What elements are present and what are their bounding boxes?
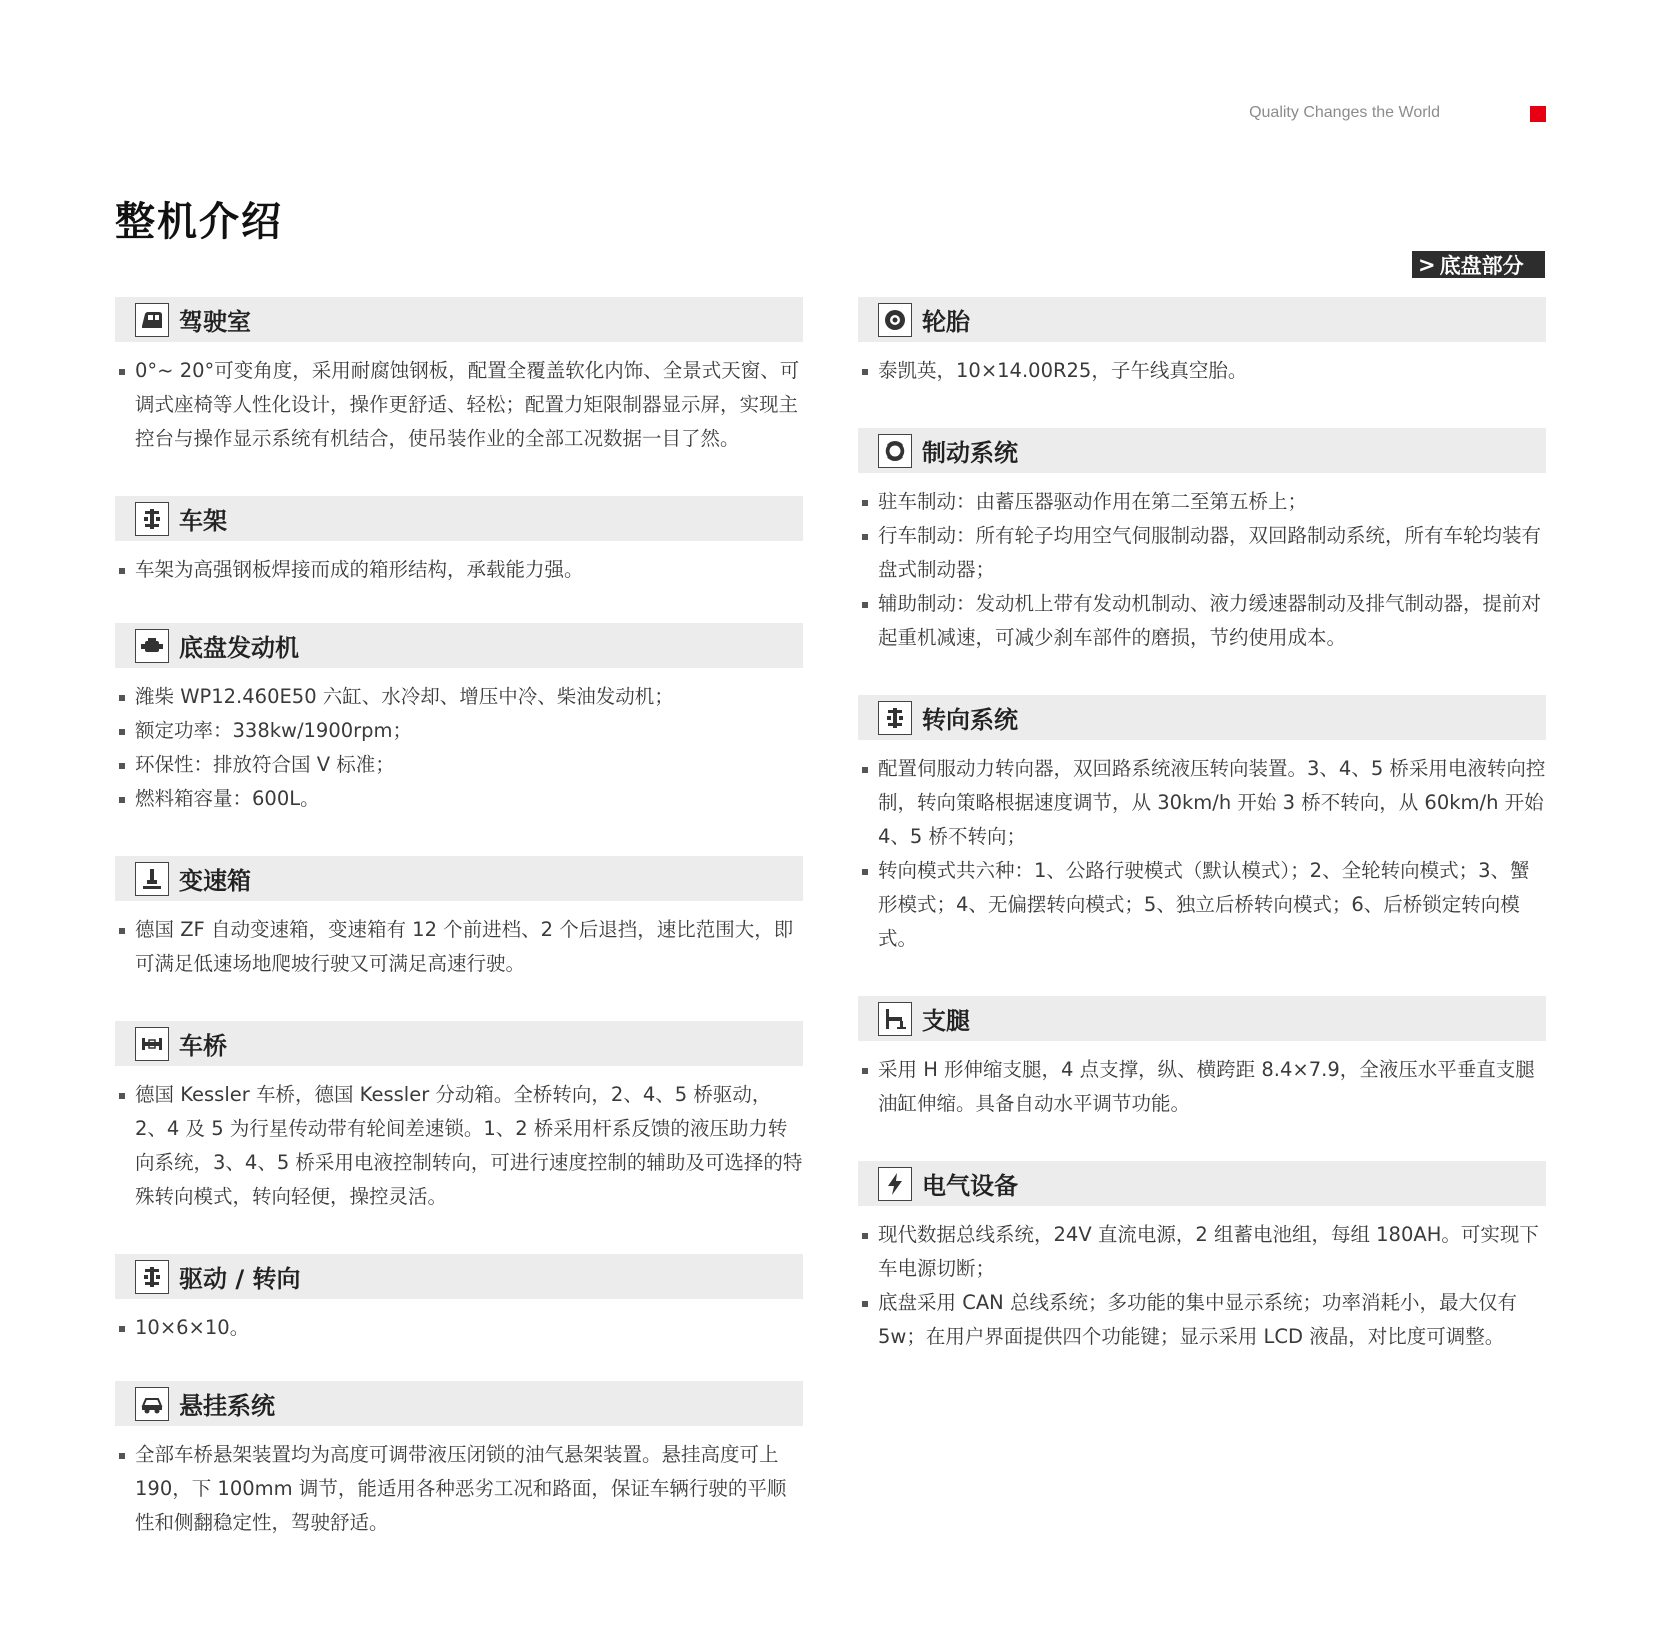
spec-block-header bbox=[858, 695, 1546, 740]
spec-item: 全部车桥悬架装置均为高度可调带液压闭锁的油气悬架装置。悬挂高度可上 190，下 100mm 调节，能适用各种恶劣工况和路面，保证车辆行驶的平顺性和侧翻稳定性，驾驶舒适。 bbox=[115, 1438, 803, 1540]
gearbox-icon bbox=[135, 862, 169, 896]
tagline: Quality Changes the World bbox=[1249, 104, 1440, 121]
spec-block-body bbox=[115, 1299, 803, 1345]
spec-block-header bbox=[115, 297, 803, 342]
spec-block bbox=[115, 1021, 803, 1214]
spec-block-body bbox=[858, 342, 1546, 388]
spec-block-header bbox=[858, 428, 1546, 473]
spec-block-body bbox=[858, 740, 1546, 956]
spec-block-body bbox=[115, 1426, 803, 1540]
spec-block-body bbox=[115, 1066, 803, 1214]
suspension-icon bbox=[135, 1387, 169, 1421]
spec-block bbox=[858, 428, 1546, 655]
spec-item: 燃料箱容量：600L。 bbox=[115, 782, 803, 816]
section-label bbox=[1412, 251, 1545, 278]
spec-block-title: 车桥 bbox=[179, 1032, 227, 1060]
outrigger-icon bbox=[878, 1002, 912, 1036]
spec-block-title: 底盘发动机 bbox=[179, 634, 299, 662]
spec-item: 德国 ZF 自动变速箱，变速箱有 12 个前进档、2 个后退挡，速比范围大，即可满足低速场地爬坡行驶又可满足高速行驶。 bbox=[115, 913, 803, 981]
spec-block bbox=[858, 695, 1546, 956]
drive-steer-icon bbox=[135, 1260, 169, 1294]
spec-block-title: 悬挂系统 bbox=[179, 1392, 275, 1420]
spec-item: 采用 H 形伸缩支腿，4 点支撑，纵、横跨距 8.4×7.9，全液压水平垂直支腿油缸伸缩。具备自动水平调节功能。 bbox=[858, 1053, 1546, 1121]
spec-block-title: 电气设备 bbox=[922, 1172, 1018, 1200]
spec-block-header bbox=[115, 496, 803, 541]
section-label-text: 底盘部分 bbox=[1439, 253, 1524, 278]
spec-block-header bbox=[115, 1021, 803, 1066]
brake-icon bbox=[878, 434, 912, 468]
section-arrow: > bbox=[1418, 252, 1436, 277]
spec-item: 额定功率：338kw/1900rpm； bbox=[115, 714, 803, 748]
spec-block-header bbox=[115, 1254, 803, 1299]
page-title: 整机介绍 bbox=[115, 199, 283, 245]
spec-block bbox=[858, 996, 1546, 1121]
spec-block-body bbox=[858, 1041, 1546, 1121]
spec-block bbox=[115, 856, 803, 981]
spec-block-title: 驾驶室 bbox=[179, 308, 251, 336]
spec-block-title: 变速箱 bbox=[179, 867, 251, 895]
spec-block-title: 转向系统 bbox=[922, 706, 1018, 734]
engine-icon bbox=[135, 629, 169, 663]
spec-item: 潍柴 WP12.460E50 六缸、水冷却、增压中冷、柴油发动机； bbox=[115, 680, 803, 714]
spec-block-body bbox=[858, 1206, 1546, 1354]
spec-block-header bbox=[858, 1161, 1546, 1206]
spec-item: 泰凯英，10×14.00R25，子午线真空胎。 bbox=[858, 354, 1546, 388]
spec-block bbox=[115, 297, 803, 456]
spec-item: 辅助制动：发动机上带有发动机制动、液力缓速器制动及排气制动器，提前对起重机减速，可减少刹车部件的磨损，节约使用成本。 bbox=[858, 587, 1546, 655]
spec-item: 0°~ 20°可变角度，采用耐腐蚀钢板，配置全覆盖软化内饰、全景式天窗、可调式座椅等人性化设计，操作更舒适、轻松；配置力矩限制器显示屏，实现主控台与操作显示系统有机结合，使吊装作业的全部工况数据一目了然。 bbox=[115, 354, 803, 456]
spec-block-title: 驱动 / 转向 bbox=[179, 1265, 301, 1293]
cab-icon bbox=[135, 303, 169, 337]
left-column bbox=[115, 297, 803, 1580]
brand-square bbox=[1530, 106, 1546, 122]
spec-block bbox=[858, 297, 1546, 388]
right-column bbox=[858, 297, 1546, 1394]
steering-icon bbox=[878, 701, 912, 735]
frame-icon bbox=[135, 502, 169, 536]
spec-block bbox=[115, 496, 803, 587]
spec-block-header bbox=[115, 623, 803, 668]
spec-block-title: 轮胎 bbox=[922, 308, 970, 336]
spec-item: 环保性：排放符合国 V 标准； bbox=[115, 748, 803, 782]
spec-block-body bbox=[858, 473, 1546, 655]
spec-block-body bbox=[115, 901, 803, 981]
spec-block bbox=[115, 1381, 803, 1540]
spec-block-body bbox=[115, 668, 803, 816]
spec-item: 转向模式共六种：1、公路行驶模式（默认模式）；2、全轮转向模式；3、蟹形模式；4、无偏摆转向模式；5、独立后桥转向模式；6、后桥锁定转向模式。 bbox=[858, 854, 1546, 956]
axle-icon bbox=[135, 1027, 169, 1061]
spec-item: 车架为高强钢板焊接而成的箱形结构，承载能力强。 bbox=[115, 553, 803, 587]
spec-block-header bbox=[858, 297, 1546, 342]
spec-item: 行车制动：所有轮子均用空气伺服制动器，双回路制动系统，所有车轮均装有盘式制动器； bbox=[858, 519, 1546, 587]
spec-block-title: 车架 bbox=[179, 507, 227, 535]
lightning-icon bbox=[878, 1167, 912, 1201]
spec-block bbox=[115, 1254, 803, 1345]
spec-block-body bbox=[115, 342, 803, 456]
tire-icon bbox=[878, 303, 912, 337]
spec-item: 底盘采用 CAN 总线系统；多功能的集中显示系统；功率消耗小，最大仅有 5w；在用户界面提供四个功能键；显示采用 LCD 液晶，对比度可调整。 bbox=[858, 1286, 1546, 1354]
spec-block-body bbox=[115, 541, 803, 587]
spec-item: 10×6×10。 bbox=[115, 1311, 803, 1345]
spec-item: 现代数据总线系统，24V 直流电源，2 组蓄电池组，每组 180AH。可实现下车电源切断； bbox=[858, 1218, 1546, 1286]
spec-block-header bbox=[115, 1381, 803, 1426]
spec-block bbox=[858, 1161, 1546, 1354]
spec-block-title: 制动系统 bbox=[922, 439, 1018, 467]
spec-block bbox=[115, 623, 803, 816]
spec-item: 德国 Kessler 车桥，德国 Kessler 分动箱。全桥转向，2、4、5 桥驱动，2、4 及 5 为行星传动带有轮间差速锁。1、2 桥采用杆系反馈的液压助力转向系统，3、4、5 桥采用电液控制转向，可进行速度控制的辅助及可选择的特殊转向模式，转向轻便，操控灵活。 bbox=[115, 1078, 803, 1214]
spec-item: 驻车制动：由蓄压器驱动作用在第二至第五桥上； bbox=[858, 485, 1546, 519]
spec-block-header bbox=[115, 856, 803, 901]
spec-block-title: 支腿 bbox=[922, 1007, 970, 1035]
spec-item: 配置伺服动力转向器，双回路系统液压转向装置。3、4、5 桥采用电液转向控制，转向策略根据速度调节，从 30km/h 开始 3 桥不转向，从 60km/h 开始 4、5 桥不转向； bbox=[858, 752, 1546, 854]
spec-block-header bbox=[858, 996, 1546, 1041]
